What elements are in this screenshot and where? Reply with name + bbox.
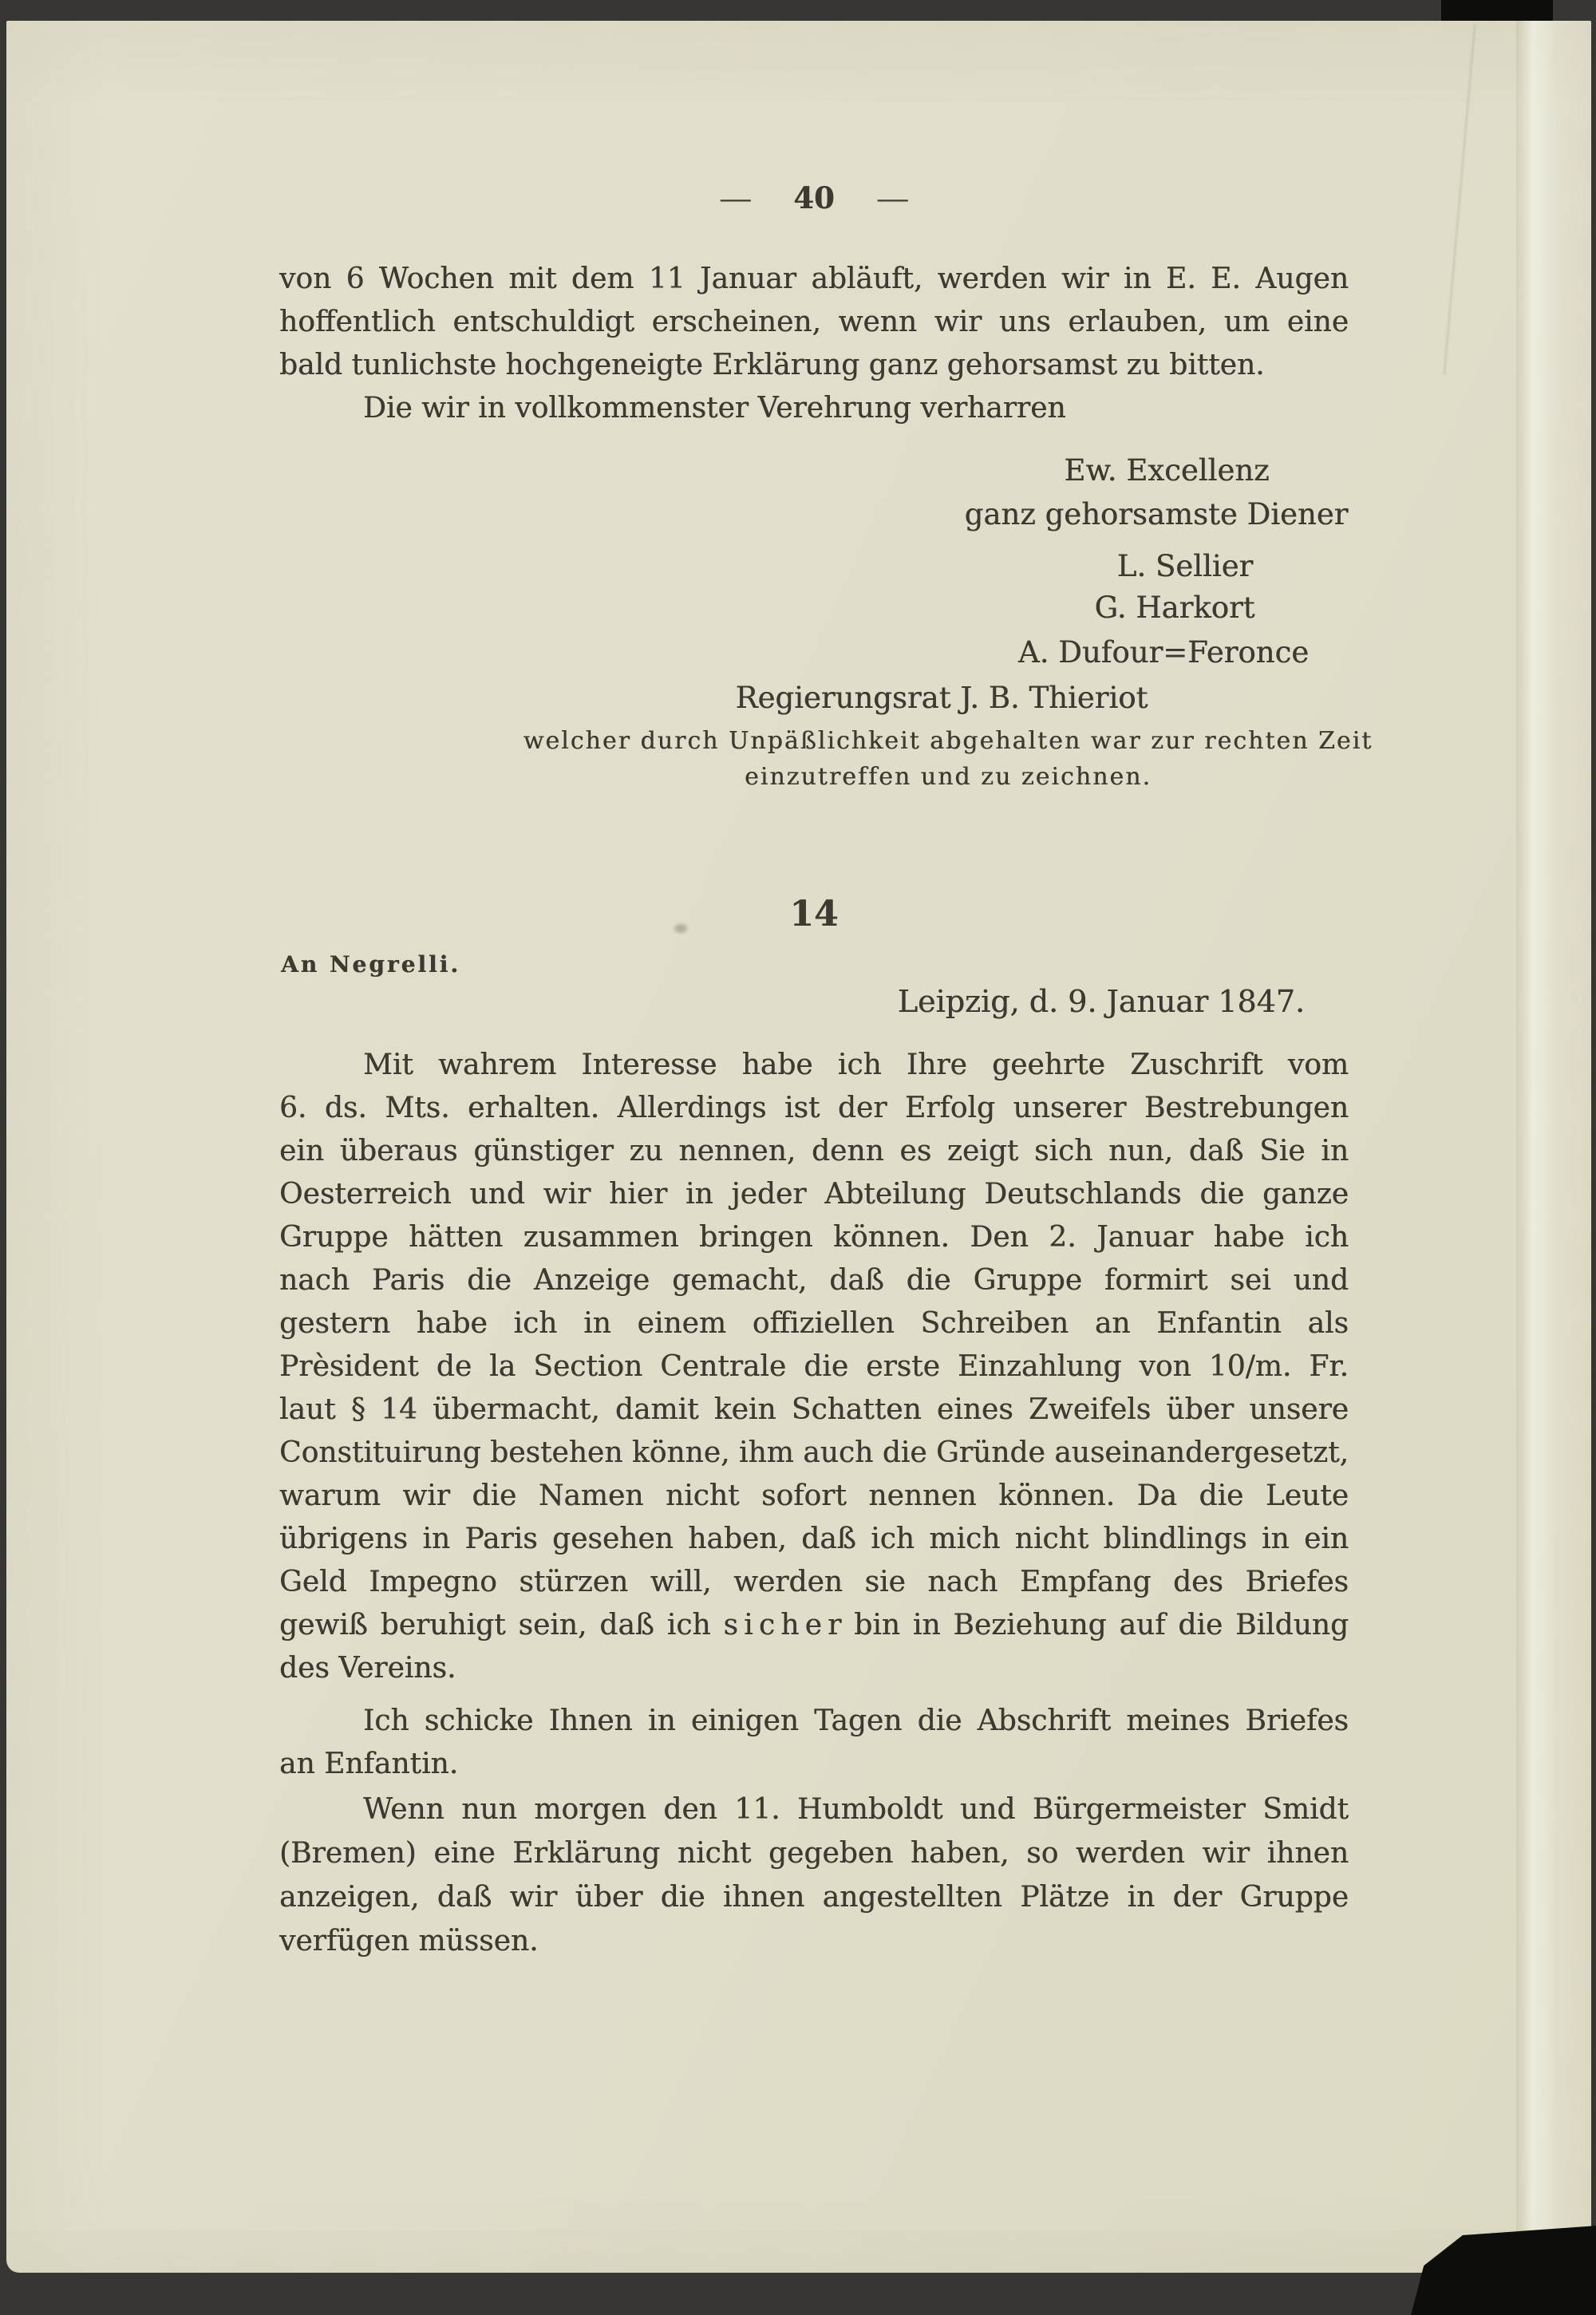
signature-note <box>413 723 1483 795</box>
letter-dateline: Leipzig, d. 9. Januar 1847. <box>897 984 1305 1019</box>
text-line: von 6 Wochen mit dem 11 Januar abläuft, werden wir in E. E. Augen <box>279 263 1349 295</box>
text-line: 6. ds. Mts. erhalten. Allerdings ist der Erfolg unserer Bestrebungen <box>279 1092 1349 1124</box>
page-header <box>279 180 1349 215</box>
text-line: nach Paris die Anzeige gemacht, daß die Gruppe formirt sei und <box>279 1264 1349 1297</box>
letter-paragraph-1 <box>279 1044 1349 1690</box>
note-line: einzutreffen und zu zeichnen. <box>744 763 1152 791</box>
closing-line-diener: ganz gehorsamste Diener <box>964 497 1349 531</box>
text-line: Die wir in vollkommenster Verehrung verharren <box>363 392 1066 425</box>
note-line: welcher durch Unpäßlichkeit abgehalten war zur rechten Zeit <box>523 727 1373 755</box>
closing-line-excellenz: Ew. Excellenz <box>1064 453 1270 488</box>
text-line: gewiß beruhigt sein, daß ich s i c h e r bin in Beziehung auf die Bildung <box>279 1609 1349 1641</box>
text-line: warum wir die Namen nicht sofort nennen können. Da die Leute <box>279 1479 1349 1512</box>
text-line: verfügen müssen. <box>279 1925 539 1957</box>
letter-number-heading: 14 <box>789 894 839 934</box>
signature-sellier: L. Sellier <box>1116 549 1254 583</box>
text-line: an Enfantin. <box>279 1748 459 1780</box>
text-line: hoffentlich entschuldigt erscheinen, wenn wir uns erlauben, um eine <box>279 306 1349 338</box>
text-line: Oesterreich und wir hier in jeder Abteilung Deutschlands die ganze <box>279 1178 1349 1211</box>
text-line: Mit wahrem Interesse habe ich Ihre geehrte Zuschrift vom <box>363 1049 1349 1081</box>
text-line: Constituirung bestehen könne, ihm auch die Gründe auseinandergesetzt, <box>279 1436 1349 1469</box>
header-dash-right: — <box>875 182 909 214</box>
letter-paragraph-3 <box>279 1788 1349 1963</box>
letter-paragraph-2 <box>279 1700 1349 1786</box>
text-line: bald tunlichste hochgeneigte Erklärung ganz gehorsamst zu bitten. <box>279 349 1265 381</box>
text-line: Wenn nun morgen den 11. Humboldt und Bürgermeister Smidt <box>363 1793 1349 1826</box>
text-line: gestern habe ich in einem offiziellen Schreiben an Enfantin als <box>279 1307 1349 1340</box>
text-line: übrigens in Paris gesehen haben, daß ich mich nicht blindlings in ein <box>279 1523 1349 1555</box>
signature-thieriot: Regierungsrat J. B. Thieriot <box>735 681 1148 715</box>
header-dash-left: — <box>719 182 753 214</box>
letter-recipient: An Negrelli. <box>281 951 461 978</box>
text-line: Ich schicke Ihnen in einigen Tagen die Abschrift meines Briefes <box>363 1705 1349 1737</box>
text-line: Gruppe hätten zusammen bringen können. Den 2. Januar habe ich <box>279 1221 1349 1254</box>
text-line: des Vereins. <box>279 1652 456 1685</box>
previous-letter-paragraph <box>279 258 1349 430</box>
text-line: ein überaus günstiger zu nennen, denn es zeigt sich nun, daß Sie in <box>279 1135 1349 1167</box>
text-line: laut § 14 übermacht, damit kein Schatten eines Zweifels über unsere <box>279 1393 1349 1426</box>
page-number: 40 <box>793 180 835 215</box>
signature-dufour-feronce: A. Dufour=Feronce <box>1017 635 1310 670</box>
text-line: Geld Impegno stürzen will, werden sie nach Empfang des Briefes <box>279 1566 1349 1598</box>
text-line: anzeigen, daß wir über die ihnen angestellten Plätze in der Gruppe <box>279 1881 1349 1914</box>
text-line: Prèsident de la Section Centrale die erste Einzahlung von 10/m. Fr. <box>279 1350 1349 1383</box>
signature-harkort: G. Harkort <box>1094 591 1255 625</box>
text-line: (Bremen) eine Erklärung nicht gegeben haben, so werden wir ihnen <box>279 1837 1349 1870</box>
